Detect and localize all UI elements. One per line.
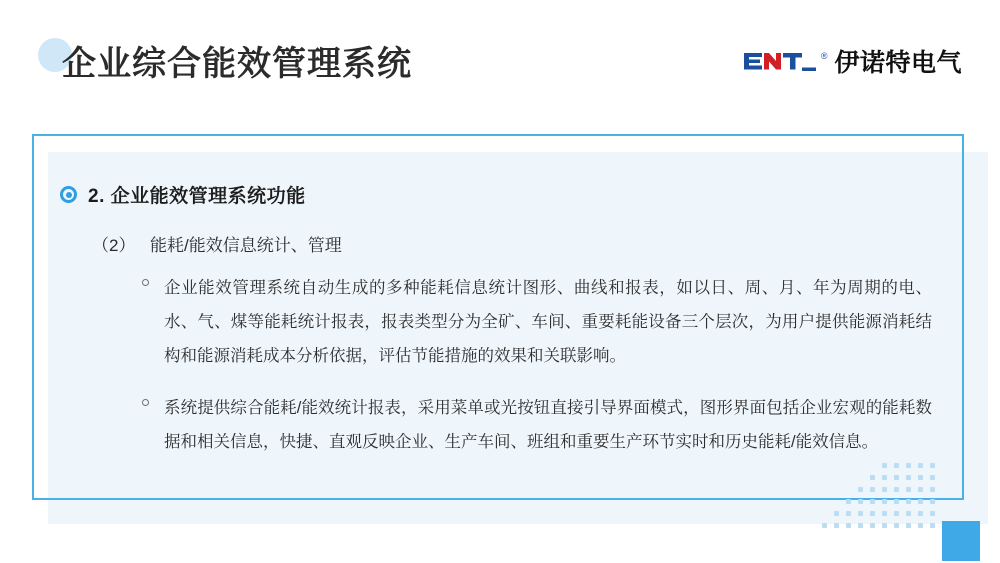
section-heading-text: 2. 企业能效管理系统功能 <box>88 186 306 207</box>
list-item <box>142 391 932 459</box>
dot-grid-decoration <box>822 463 942 535</box>
registered-mark: ® <box>820 51 828 61</box>
bullet-list <box>142 271 932 477</box>
list-item-text: 系统提供综合能耗/能效统计报表，采用菜单或光按钮直接引导界面模式，图形界面包括企业宏观的能耗数据和相关信息，快捷、直观反映企业、生产车间、班组和重要生产环节实时和历史能耗/能效信息。 <box>164 399 932 451</box>
content-card <box>32 134 964 500</box>
subsection-row <box>92 231 342 256</box>
section-heading <box>60 181 306 208</box>
ring-bullet-icon <box>60 186 77 203</box>
brand-name: 伊诺特电气 <box>834 49 962 77</box>
list-item-text: 企业能效管理系统自动生成的多种能耗信息统计图形、曲线和报表，如以日、周、月、年为周期的电、水、气、煤等能耗统计报表，报表类型分为全矿、车间、重要耗能设备三个层次，为用户提供能源消耗结构和能源消耗成本分析依据，评估节能措施的效果和关联影响。 <box>164 279 932 365</box>
subsection-index: （2） <box>92 236 136 255</box>
blue-square-decoration <box>942 521 980 561</box>
list-item <box>142 271 932 373</box>
circle-bullet-icon <box>142 391 164 459</box>
brand-logo <box>742 44 962 78</box>
page-header <box>0 0 1000 108</box>
subsection-title: 能耗/能效信息统计、管理 <box>150 236 342 255</box>
page-title: 企业综合能效管理系统 <box>62 45 412 83</box>
ent-logo-icon <box>742 48 832 74</box>
circle-bullet-icon <box>142 271 164 373</box>
